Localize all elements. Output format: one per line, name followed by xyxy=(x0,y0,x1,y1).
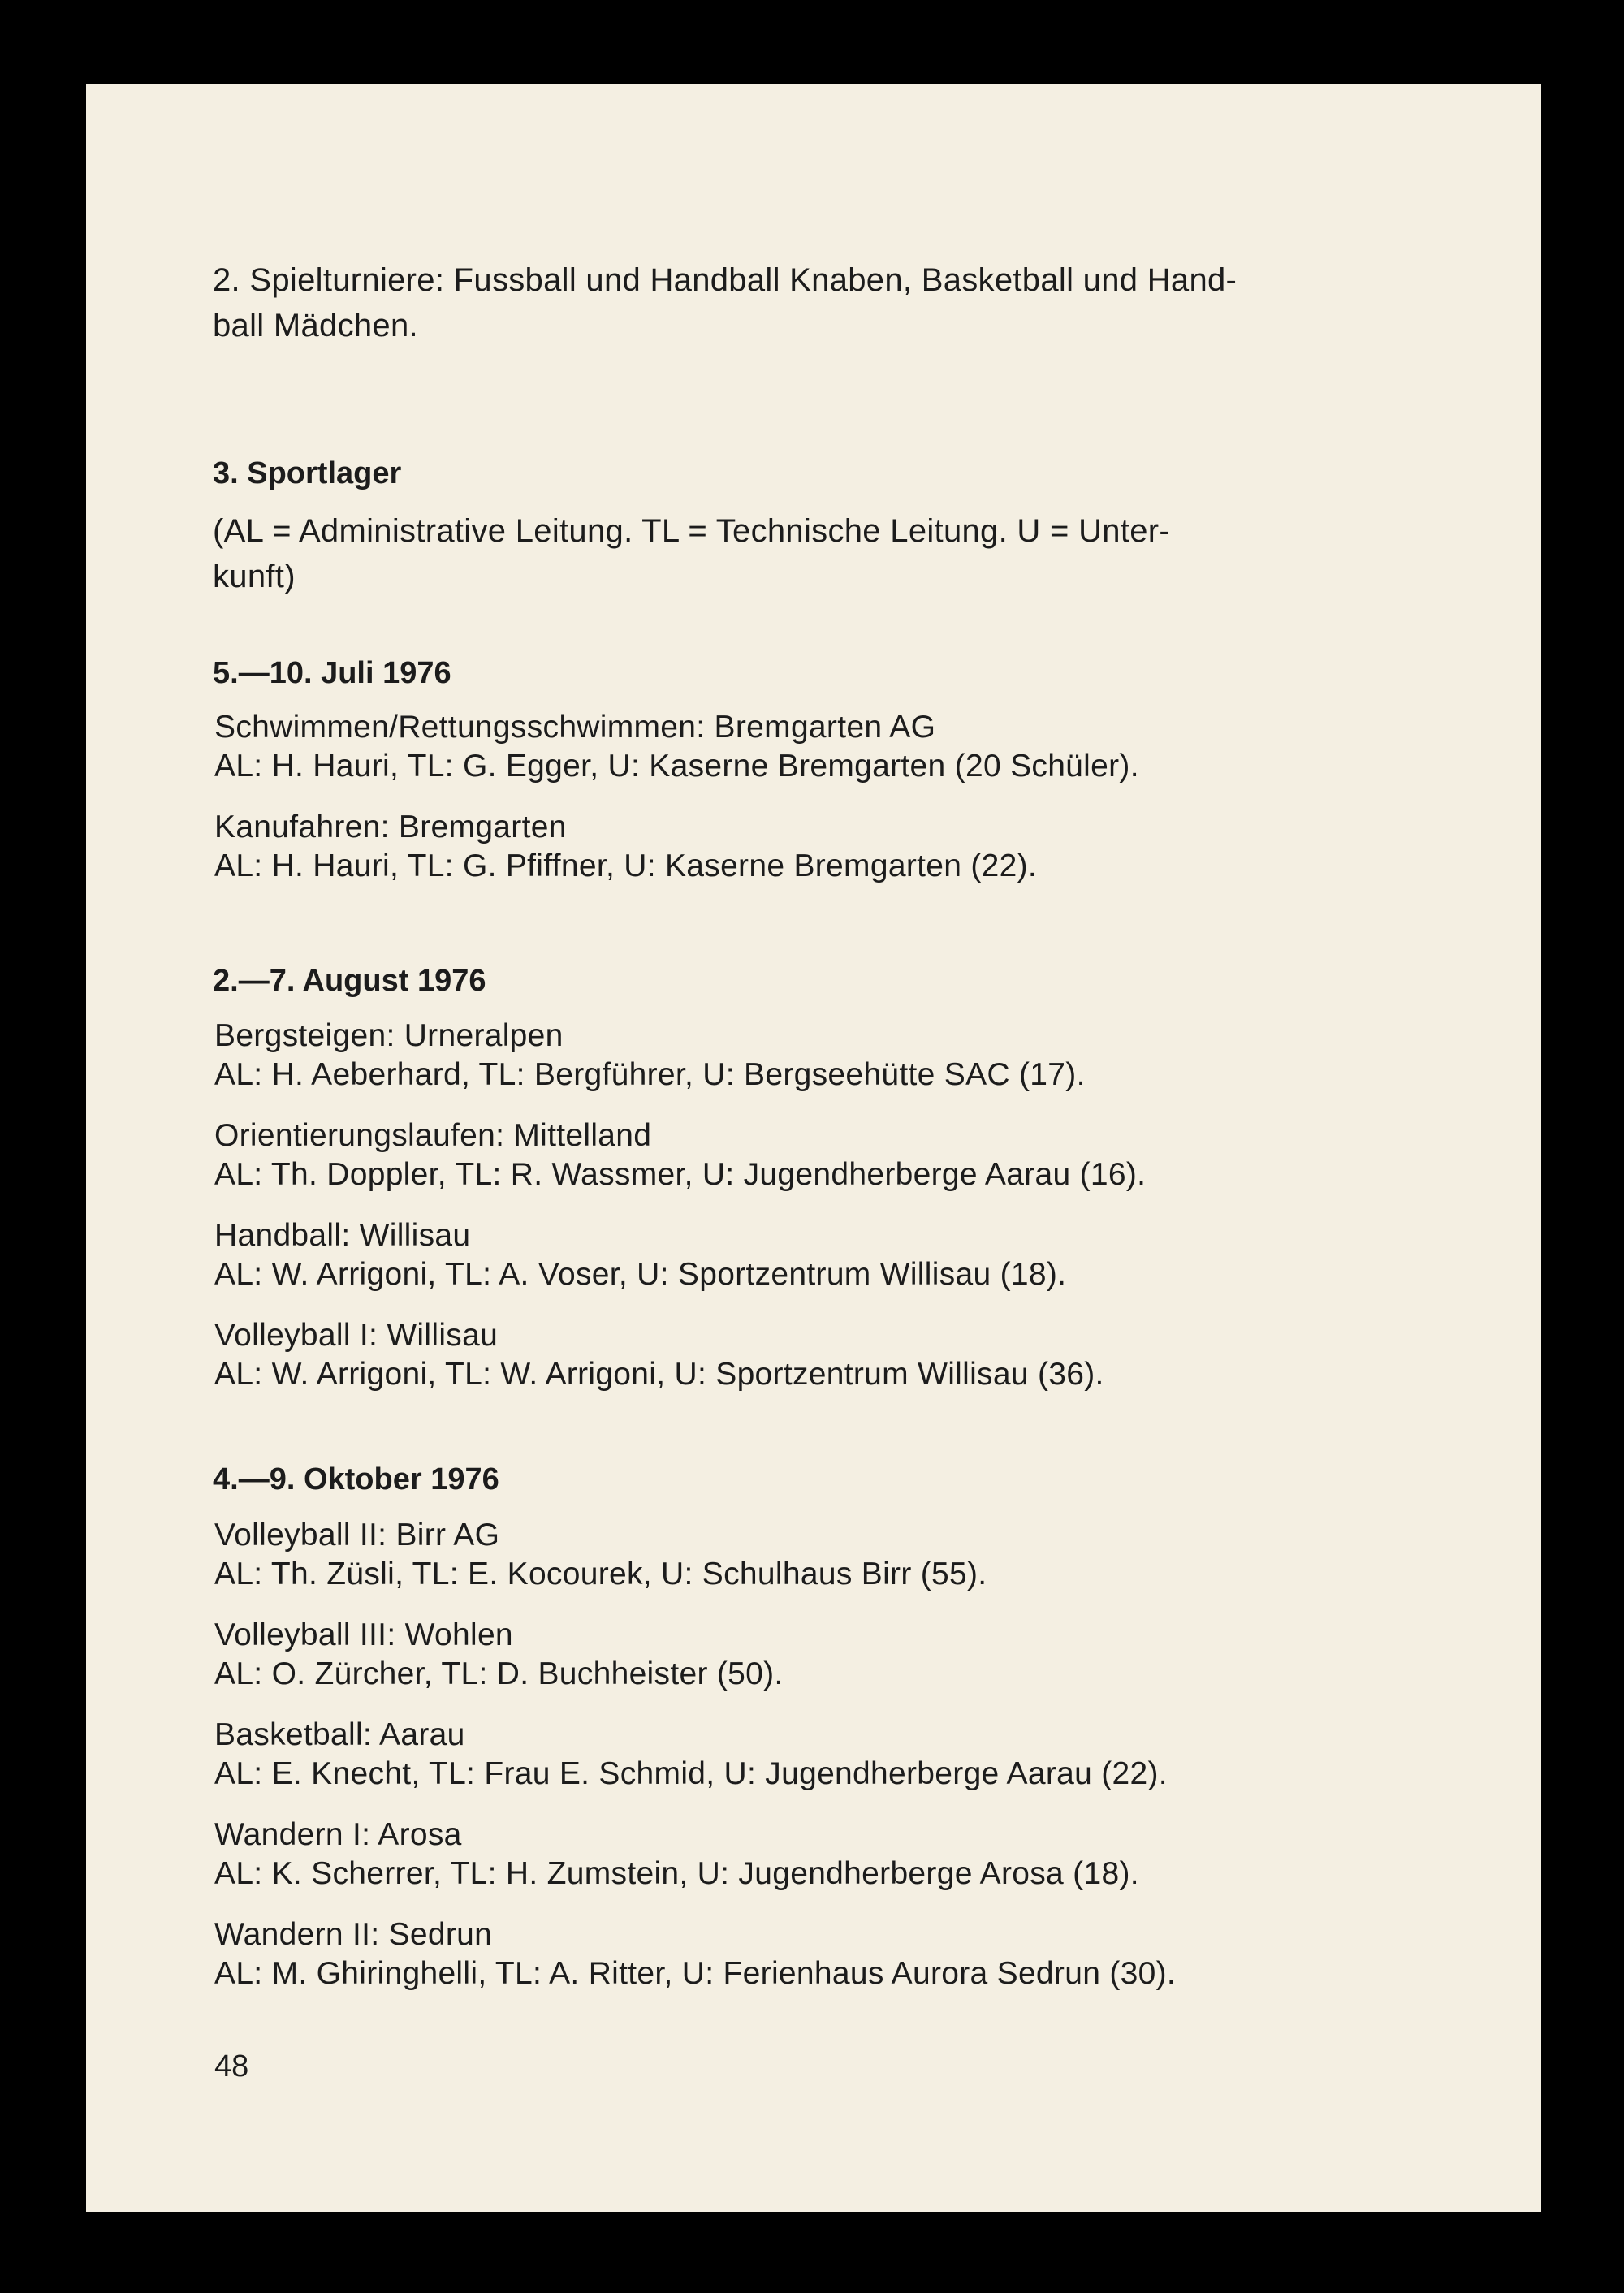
camp-title: Kanufahren: Bremgarten xyxy=(214,810,567,844)
camp-title: Orientierungslaufen: Mittelland xyxy=(214,1118,652,1153)
camp-title: Schwimmen/Rettungsschwimmen: Bremgarten AG xyxy=(214,710,936,745)
camp-details: AL: K. Scherrer, TL: H. Zumstein, U: Jugendherberge Arosa (18). xyxy=(214,1856,1139,1891)
intro-paragraph xyxy=(213,257,1406,348)
camp-entry xyxy=(214,1518,987,1592)
camp-entry xyxy=(214,1617,784,1692)
section-heading-sportlager: 3. Sportlager xyxy=(213,456,402,490)
camp-entry xyxy=(214,1817,1139,1892)
camp-title: Wandern II: Sedrun xyxy=(214,1917,493,1952)
camp-details: AL: E. Knecht, TL: Frau E. Schmid, U: Jugendherberge Aarau (22). xyxy=(214,1756,1168,1791)
camp-entry xyxy=(214,1118,1146,1193)
date-heading-juli: 5.—10. Juli 1976 xyxy=(213,656,451,690)
camp-entry xyxy=(214,1318,1104,1393)
intro-line-1: 2. Spielturniere: Fussball und Handball Knaben, Basketball und Hand- xyxy=(213,262,1237,298)
camp-details: AL: Th. Züsli, TL: E. Kocourek, U: Schulhaus Birr (55). xyxy=(214,1557,987,1591)
camp-title: Volleyball II: Birr AG xyxy=(214,1518,500,1552)
camp-title: Wandern I: Arosa xyxy=(214,1817,462,1852)
camp-details: AL: W. Arrigoni, TL: A. Voser, U: Sportzentrum Willisau (18). xyxy=(214,1257,1067,1292)
camp-entry xyxy=(214,1917,1176,1992)
document-page xyxy=(86,84,1541,2212)
intro-line-2: ball Mädchen. xyxy=(213,308,418,343)
camp-title: Bergsteigen: Urneralpen xyxy=(214,1018,564,1053)
camp-details: AL: M. Ghiringhelli, TL: A. Ritter, U: Ferienhaus Aurora Sedrun (30). xyxy=(214,1956,1177,1991)
camp-details: AL: Th. Doppler, TL: R. Wassmer, U: Jugendherberge Aarau (16). xyxy=(214,1157,1147,1192)
legend-line-1: (AL = Administrative Leitung. TL = Technische Leitung. U = Unter- xyxy=(213,513,1171,549)
camp-entry xyxy=(214,710,1139,784)
camp-entry xyxy=(214,1218,1066,1293)
camp-title: Volleyball III: Wohlen xyxy=(214,1617,513,1652)
camp-entry xyxy=(214,1018,1086,1093)
camp-details: AL: H. Hauri, TL: G. Pfiffner, U: Kaserne Bremgarten (22). xyxy=(214,849,1038,883)
camp-details: AL: H. Hauri, TL: G. Egger, U: Kaserne Bremgarten (20 Schüler). xyxy=(214,749,1139,784)
camp-title: Handball: Willisau xyxy=(214,1218,471,1253)
camp-title: Volleyball I: Willisau xyxy=(214,1318,499,1353)
date-heading-august: 2.—7. August 1976 xyxy=(213,964,486,998)
legend-line-2: kunft) xyxy=(213,559,296,594)
camp-entry xyxy=(214,1717,1168,1792)
abbreviation-legend xyxy=(213,508,1406,599)
date-heading-oktober: 4.—9. Oktober 1976 xyxy=(213,1462,499,1496)
page-number: 48 xyxy=(214,2049,249,2084)
camp-title: Basketball: Aarau xyxy=(214,1717,465,1752)
camp-details: AL: W. Arrigoni, TL: W. Arrigoni, U: Sportzentrum Willisau (36). xyxy=(214,1357,1104,1392)
camp-details: AL: O. Zürcher, TL: D. Buchheister (50). xyxy=(214,1656,784,1691)
camp-entry xyxy=(214,810,1037,884)
camp-details: AL: H. Aeberhard, TL: Bergführer, U: Bergseehütte SAC (17). xyxy=(214,1057,1086,1092)
